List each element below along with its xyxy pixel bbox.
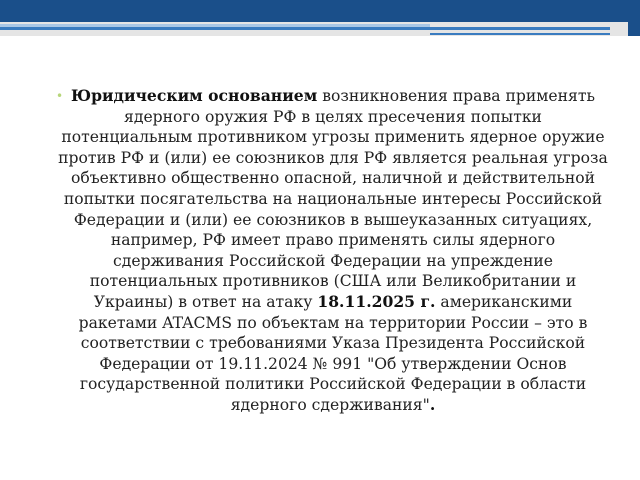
date-bold-text: 18.11.2025 г. (317, 291, 436, 311)
content-block (58, 86, 608, 416)
end-bold-text: . (429, 394, 436, 414)
bullet-icon: • (56, 89, 64, 103)
header-stripes (0, 0, 640, 36)
body-text-1: возникновения права применять ядерного оружия РФ в целях пресечения попытки потенциальным противником угрозы применить ядерное оружие против РФ и (или) ее союзников для РФ является реальная угроза объективно общественно опасной, наличной и действительной попытки посягательства на национальные интересы Российской Федерации и (или) ее союзников в вышеуказанных ситуациях, например, РФ имеет право применять силы ядерного сдерживания Российской Федерации на упреждение потенциальных противников (США или Великобритании и Украины) в ответ на атаку (58, 87, 608, 311)
body-text-2: американскими ракетами ATACMS по объектам на территории России – это в соответствии с требованиями Указа Президента Российской Федерации от 19.11.2024 № 991 "Об утверждении Основ государственной политики Российской Федерации в области ядерного сдерживания" (78, 292, 588, 414)
header-band (0, 0, 640, 36)
paragraph (58, 86, 608, 416)
lead-bold-text: Юридическим основанием (71, 86, 318, 105)
